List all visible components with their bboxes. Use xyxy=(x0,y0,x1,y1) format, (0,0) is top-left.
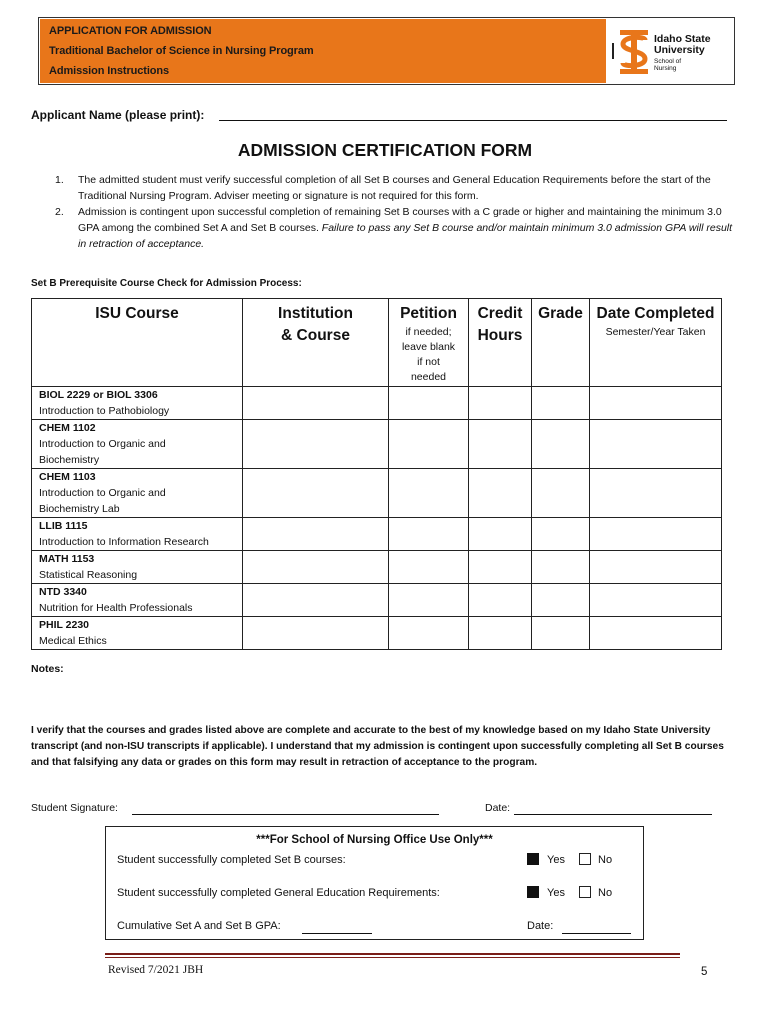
setb-yes-label: Yes xyxy=(547,854,565,866)
student-signature-label: Student Signature: xyxy=(31,802,118,814)
header-petition: Petition if needed; leave blank if not needed xyxy=(389,299,469,387)
verification-statement: I verify that the courses and grades listed above are complete and accurate to the best of my knowledge based on my Idaho State University transcript (and non-ISU transcripts if applicable). I understand that my admission is contingent upon successfully completing all Set B courses and that falsifying any data or grades on this form may result in retraction of acceptance to the program. xyxy=(31,725,724,768)
credit-cell[interactable] xyxy=(469,420,532,469)
grade-cell[interactable] xyxy=(532,518,590,551)
signature-date-label: Date: xyxy=(485,802,511,814)
instruction-text: The admitted student must verify successful completion of all Set B courses and General Education Requirements before the start of the Traditional Nursing Program. Adviser meeting or signature is not required for this form. xyxy=(78,174,711,202)
table-row xyxy=(32,420,722,469)
instruction-item: 1. The admitted student must verify successful completion of all Set B courses and General Education Requirements before the start of the Traditional Nursing Program. Adviser meeting or signature is not required for this form. xyxy=(55,174,711,202)
signature-date-field[interactable] xyxy=(514,814,712,815)
table-row xyxy=(32,551,722,584)
credit-cell[interactable] xyxy=(469,387,532,420)
credit-cell[interactable] xyxy=(469,551,532,584)
course-cell: BIOL 2229 or BIOL 3306 Introduction to Pathobiology xyxy=(32,387,243,420)
grade-cell[interactable] xyxy=(532,387,590,420)
gened-yes-label: Yes xyxy=(547,887,565,899)
petition-cell[interactable] xyxy=(389,469,469,518)
gened-no-label: No xyxy=(598,887,613,899)
grade-cell[interactable] xyxy=(532,420,590,469)
table-row xyxy=(32,469,722,518)
grade-cell[interactable] xyxy=(532,551,590,584)
instruction-item: 2. Admission is contingent upon successful completion of remaining Set B courses with a C grade or higher and maintaining the minimum 3.0 GPA among the combined Set A and Set B courses. Failure to pass any Set B course and/or maintain minimum 3.0 admission GPA will result in retraction of acceptance. xyxy=(55,206,733,250)
credit-cell[interactable] xyxy=(469,469,532,518)
date-cell[interactable] xyxy=(590,551,722,584)
isu-logo-icon xyxy=(620,30,648,74)
course-cell: CHEM 1103 Introduction to Organic and Biochemistry Lab xyxy=(32,469,243,518)
date-cell[interactable] xyxy=(590,420,722,469)
gpa-field[interactable] xyxy=(302,933,372,934)
institution-cell[interactable] xyxy=(243,617,389,650)
office-use-title: ***For School of Nursing Office Use Only*** xyxy=(256,834,493,846)
table-row xyxy=(32,387,722,420)
instructions-list xyxy=(50,172,735,252)
course-cell: PHIL 2230 Medical Ethics xyxy=(32,617,243,650)
course-table xyxy=(31,298,722,650)
footer-rule xyxy=(105,957,680,958)
logo-divider xyxy=(612,43,614,59)
header-date-completed: Date Completed Semester/Year Taken xyxy=(590,299,722,387)
setb-heading: Set B Prerequisite Course Check for Admission Process: xyxy=(31,278,302,289)
petition-cell[interactable] xyxy=(389,551,469,584)
applicant-name-label: Applicant Name (please print): xyxy=(31,108,205,122)
grade-cell[interactable] xyxy=(532,617,590,650)
instruction-emphasis: Failure to pass any Set B course and/or maintain minimum 3.0 admission GPA will result in retraction of acceptance. xyxy=(78,222,733,250)
date-cell[interactable] xyxy=(590,617,722,650)
course-cell: MATH 1153 Statistical Reasoning xyxy=(32,551,243,584)
notes-label: Notes: xyxy=(31,663,64,675)
petition-cell[interactable] xyxy=(389,584,469,617)
logo-school-name: School of Nursing xyxy=(654,58,682,72)
date-cell[interactable] xyxy=(590,518,722,551)
institution-cell[interactable] xyxy=(243,584,389,617)
petition-cell[interactable] xyxy=(389,518,469,551)
grade-cell[interactable] xyxy=(532,584,590,617)
table-row xyxy=(32,617,722,650)
course-cell: CHEM 1102 Introduction to Organic and Biochemistry xyxy=(32,420,243,469)
applicant-name-field[interactable] xyxy=(219,120,727,121)
table-row xyxy=(32,584,722,617)
course-cell: LLIB 1115 Introduction to Information Research xyxy=(32,518,243,551)
grade-cell[interactable] xyxy=(532,469,590,518)
header-subtitle: Admission Instructions xyxy=(49,65,170,77)
student-signature-field[interactable] xyxy=(132,814,439,815)
petition-cell[interactable] xyxy=(389,617,469,650)
institution-cell[interactable] xyxy=(243,551,389,584)
setb-completed-label: Student successfully completed Set B courses: xyxy=(117,854,346,866)
header-credit-hours: Credit Hours xyxy=(469,299,532,387)
revision-note: Revised 7/2021 JBH xyxy=(108,964,204,976)
header-title: APPLICATION FOR ADMISSION xyxy=(49,25,212,37)
credit-cell[interactable] xyxy=(469,518,532,551)
table-header-row xyxy=(32,299,722,387)
setb-yes-checkbox[interactable] xyxy=(527,853,539,865)
setb-no-checkbox[interactable] xyxy=(579,853,591,865)
page-number: 5 xyxy=(701,966,708,978)
header-isu-course: ISU Course xyxy=(32,299,243,387)
date-cell[interactable] xyxy=(590,387,722,420)
credit-cell[interactable] xyxy=(469,617,532,650)
institution-cell[interactable] xyxy=(243,387,389,420)
gpa-label: Cumulative Set A and Set B GPA: xyxy=(117,920,281,932)
office-date-label: Date: xyxy=(527,920,554,932)
gened-no-checkbox[interactable] xyxy=(579,886,591,898)
gened-completed-label: Student successfully completed General Education Requirements: xyxy=(117,887,440,899)
logo-university-name: Idaho State University xyxy=(654,33,711,56)
form-title: ADMISSION CERTIFICATION FORM xyxy=(237,140,533,160)
institution-cell[interactable] xyxy=(243,518,389,551)
table-row xyxy=(32,518,722,551)
gened-yes-checkbox[interactable] xyxy=(527,886,539,898)
date-cell[interactable] xyxy=(590,584,722,617)
course-cell: NTD 3340 Nutrition for Health Professionals xyxy=(32,584,243,617)
institution-cell[interactable] xyxy=(243,420,389,469)
footer-rule xyxy=(105,953,680,955)
office-date-field[interactable] xyxy=(562,933,631,934)
header-institution: Institution & Course xyxy=(243,299,389,387)
setb-no-label: No xyxy=(598,854,613,866)
header-program: Traditional Bachelor of Science in Nursing Program xyxy=(49,45,314,57)
date-cell[interactable] xyxy=(590,469,722,518)
petition-cell[interactable] xyxy=(389,420,469,469)
header-grade: Grade xyxy=(532,299,590,387)
instruction-text: Admission is contingent upon successful completion of remaining Set B courses with a C grade or higher and maintaining the minimum 3.0 GPA among the combined Set A and Set B courses. xyxy=(78,206,722,234)
petition-cell[interactable] xyxy=(389,387,469,420)
credit-cell[interactable] xyxy=(469,584,532,617)
institution-cell[interactable] xyxy=(243,469,389,518)
